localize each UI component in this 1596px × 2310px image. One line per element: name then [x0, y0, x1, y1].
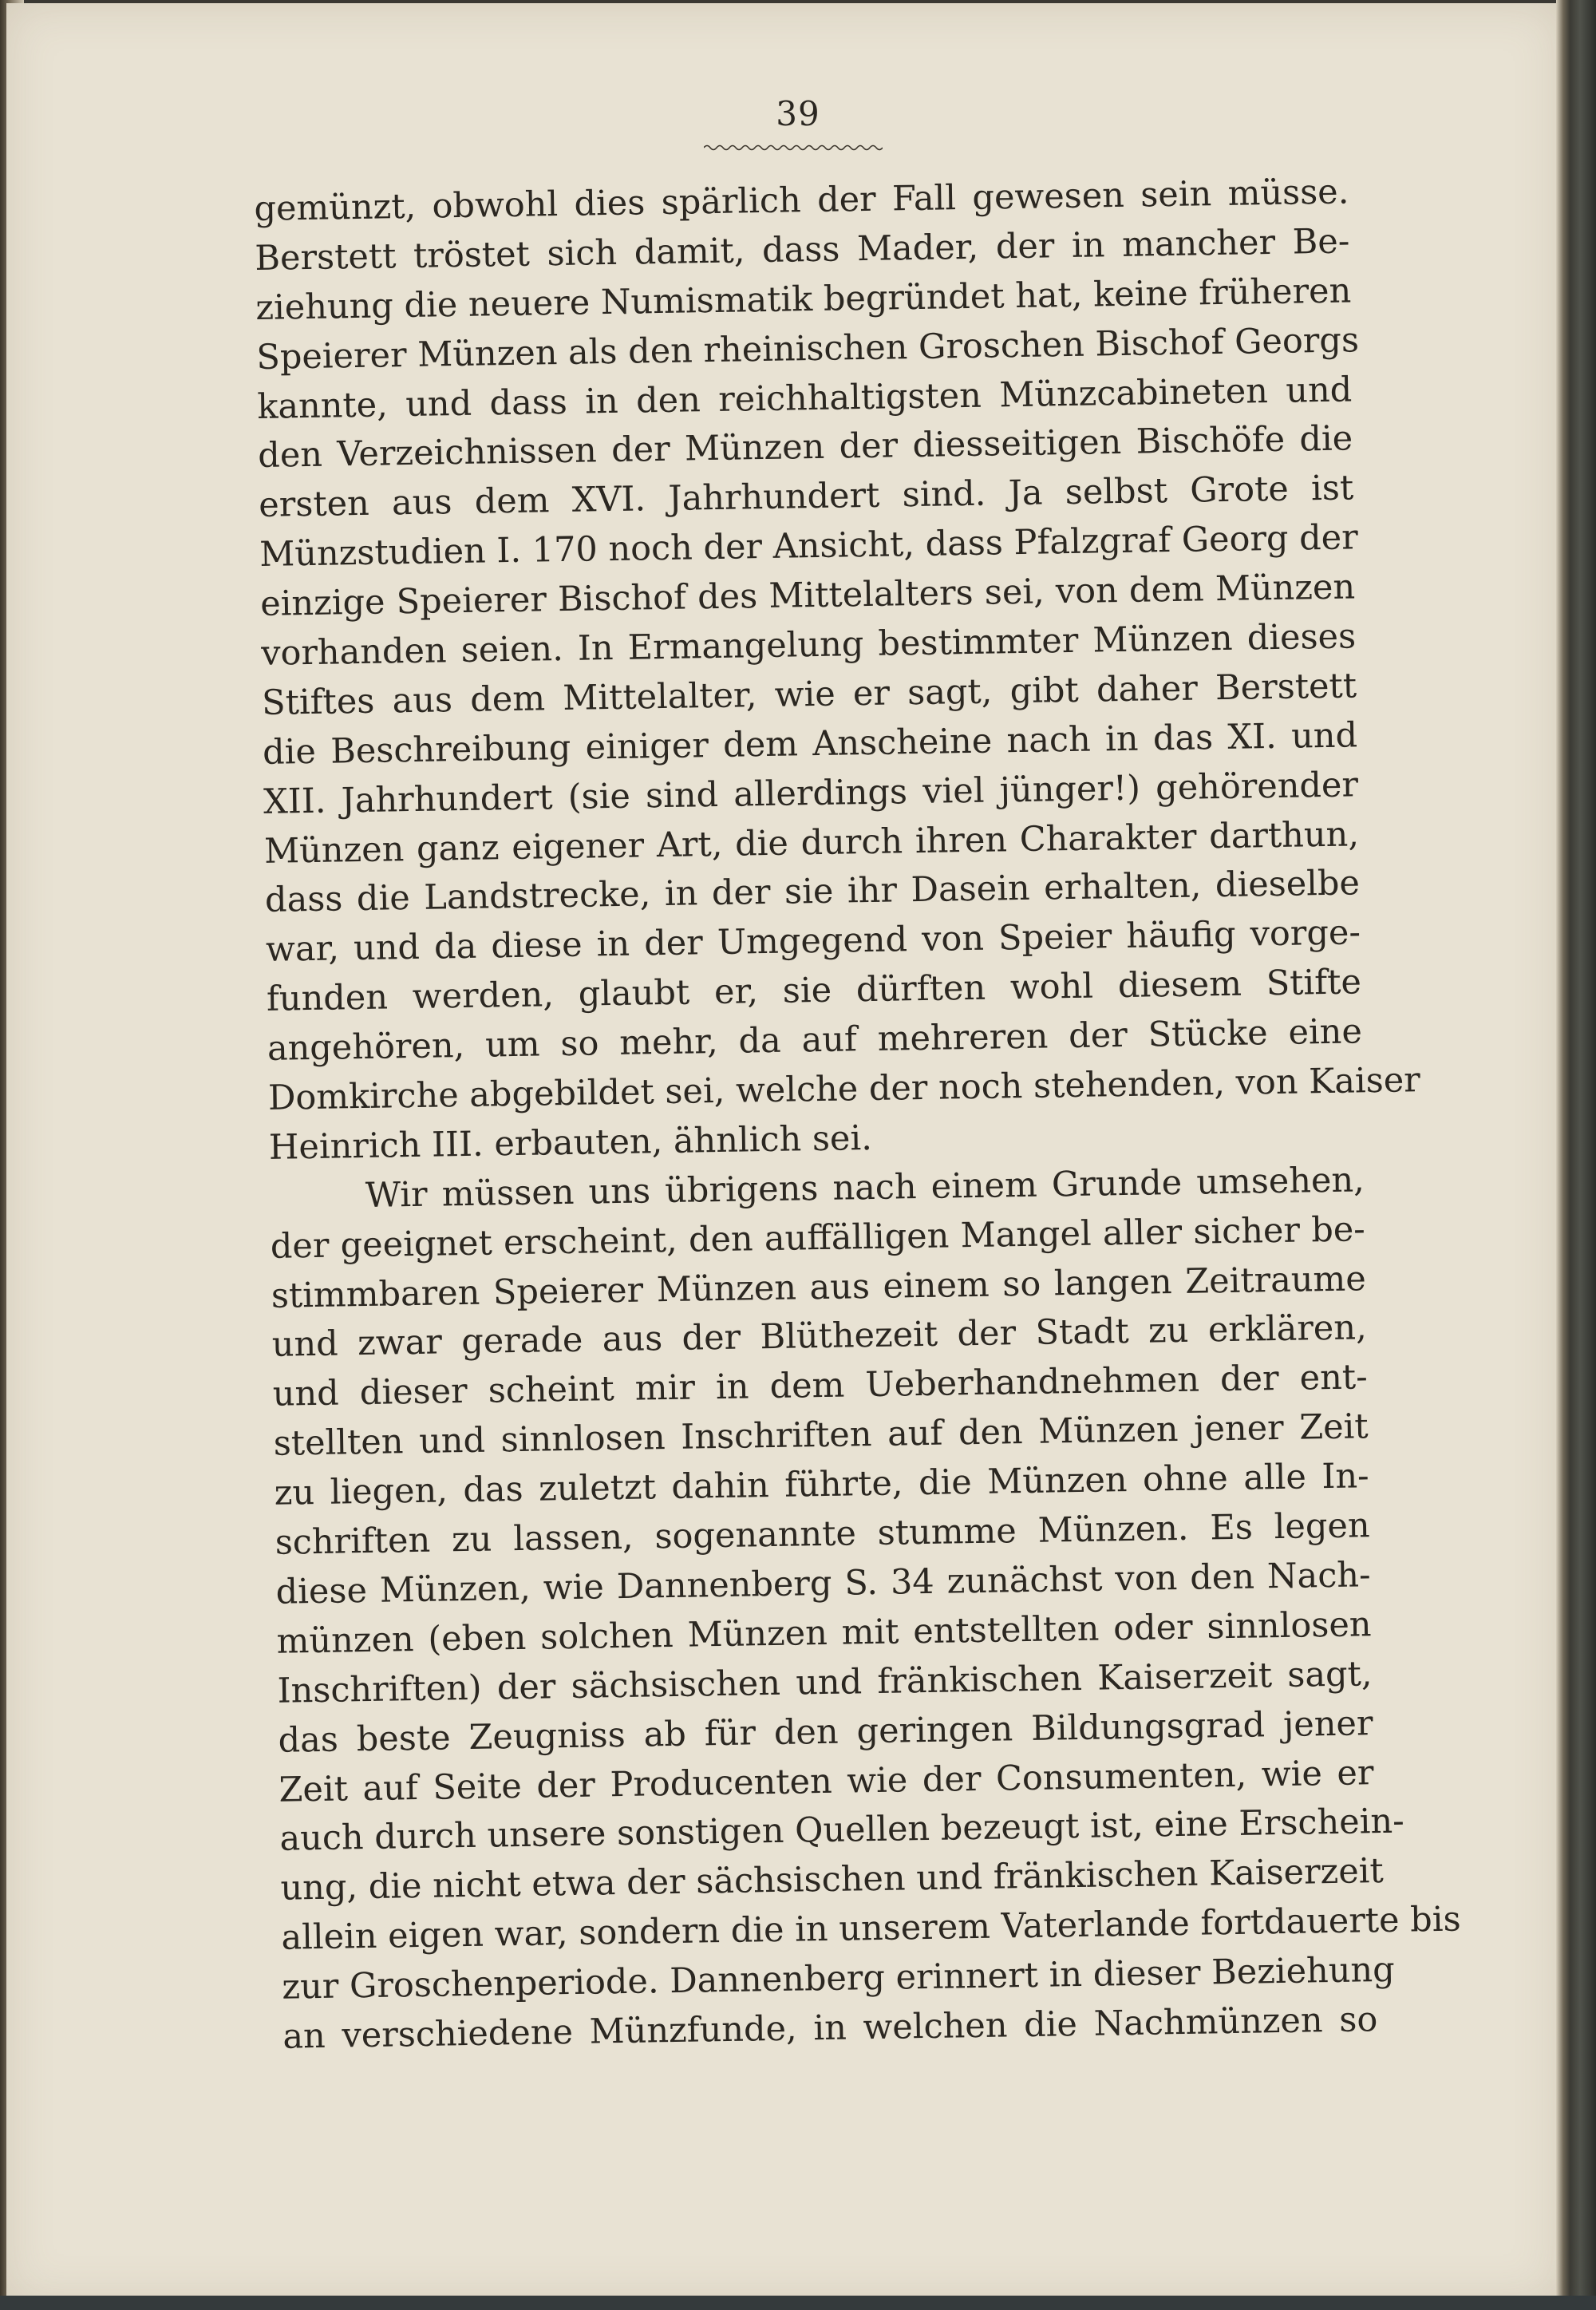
- text-line: Domkirche abgebildet sei, welche der noch stehenden, von Kaiser: [267, 1060, 1421, 1118]
- page-number: 39: [776, 94, 820, 133]
- text-line: gemünzt, obwohl dies spärlich der Fall gewesen sein müsse.: [254, 172, 1349, 229]
- text-line: einzige Speierer Bischof des Mittelalters sei, von dem Münzen: [259, 567, 1356, 625]
- text-line: den Verzeichnissen der Münzen der diesseitigen Bischöfe die: [257, 418, 1353, 477]
- text-line: Münzstudien I. 170 noch der Ansicht, dass Pfalzgraf Georg der: [259, 517, 1359, 576]
- text-line: allein eigen war, sondern die in unserem Vaterlande fortdauerte bis: [281, 1899, 1461, 1958]
- text-line: der geeignet erscheint, den auffälligen Mangel aller sicher be-: [270, 1208, 1366, 1267]
- text-line: ziehung die neuere Numismatik begründet hat, keine früheren: [255, 271, 1352, 328]
- text-line: Münzen ganz eigener Art, die durch ihren Charakter darthun,: [263, 813, 1360, 872]
- text-line: und zwar gerade aus der Blüthezeit der Stadt zu erklären,: [271, 1307, 1368, 1366]
- book-binding-edge: [1556, 0, 1596, 2310]
- text-line: Berstett tröstet sich damit, dass Mader, der in mancher Be-: [255, 221, 1350, 279]
- text-line: schriften zu lassen, sogenannte stumme Münzen. Es legen: [275, 1505, 1370, 1563]
- text-line: diese Münzen, wie Dannenberg S. 34 zunächst von den Nach-: [275, 1555, 1371, 1612]
- text-line: und dieser scheint mir in dem Ueberhandnehmen der ent-: [272, 1357, 1369, 1415]
- body-text: [254, 168, 1461, 2062]
- scan-bottom-edge: [0, 2296, 1596, 2310]
- text-line: zur Groschenperiode. Dannenberg erinnert in dieser Beziehung: [282, 1949, 1396, 2007]
- text-line: ersten aus dem XVI. Jahrhundert sind. Ja selbst Grote ist: [258, 468, 1354, 526]
- text-line: dass die Landstrecke, in der sie ihr Dasein erhalten, dieselbe: [264, 863, 1361, 921]
- text-line: an verschiedene Münzfunde, in welchen die Nachmünzen so: [282, 1999, 1378, 2057]
- text-line: funden werden, glaubt er, sie dürften wohl diesem Stifte: [266, 962, 1362, 1020]
- text-line: auch durch unsere sonstigen Quellen bezeugt ist, eine Erschein-: [279, 1802, 1405, 1860]
- text-line: ung, die nicht etwa der sächsischen und fränkischen Kaiserzeit: [280, 1851, 1385, 1909]
- text-line: stellten und sinnlosen Inschriften auf den Münzen jener Zeit: [273, 1406, 1369, 1465]
- text-line: vorhanden seien. In Ermangelung bestimmter Münzen dieses: [260, 616, 1357, 674]
- text-line: stimmbaren Speierer Münzen aus einem so langen Zeitraume: [271, 1258, 1367, 1316]
- text-line: Zeit auf Seite der Producenten wie der Consumenten, wie er: [279, 1752, 1374, 1810]
- text-line: war, und da diese in der Umgegend von Speier häufig vorge-: [265, 912, 1361, 971]
- text-line: XII. Jahrhundert (sie sind allerdings viel jünger!) gehörender: [263, 765, 1359, 822]
- text-line: kannte, und dass in den reichhaltigsten Münzcabineten und: [256, 369, 1353, 427]
- paragraph-start-line: Wir müssen uns übrigens nach einem Grunde umsehen,: [365, 1160, 1365, 1216]
- text-line: münzen (eben solchen Münzen mit entstellten oder sinnlosen: [276, 1604, 1372, 1662]
- text-line: angehören, um so mehr, da auf mehreren der Stücke eine: [267, 1011, 1363, 1070]
- text-line: zu liegen, das zuletzt dahin führte, die Münzen ohne alle In-: [274, 1456, 1369, 1513]
- wavy-rule-ornament: [704, 142, 883, 153]
- text-line: Stiftes aus dem Mittelalter, wie er sagt, gibt daher Berstett: [261, 666, 1357, 723]
- text-line: das beste Zeugniss ab für den geringen Bildungsgrad jener: [278, 1703, 1373, 1761]
- text-line: Speierer Münzen als den rheinischen Groschen Bischof Georgs: [255, 319, 1360, 378]
- text-line: die Beschreibung einiger dem Anscheine nach in das XI. und: [262, 715, 1358, 773]
- paragraph-end-line: Heinrich III. erbauten, ähnlich sei.: [268, 1117, 873, 1168]
- text-line: Inschriften) der sächsischen und fränkischen Kaiserzeit sagt,: [277, 1653, 1373, 1711]
